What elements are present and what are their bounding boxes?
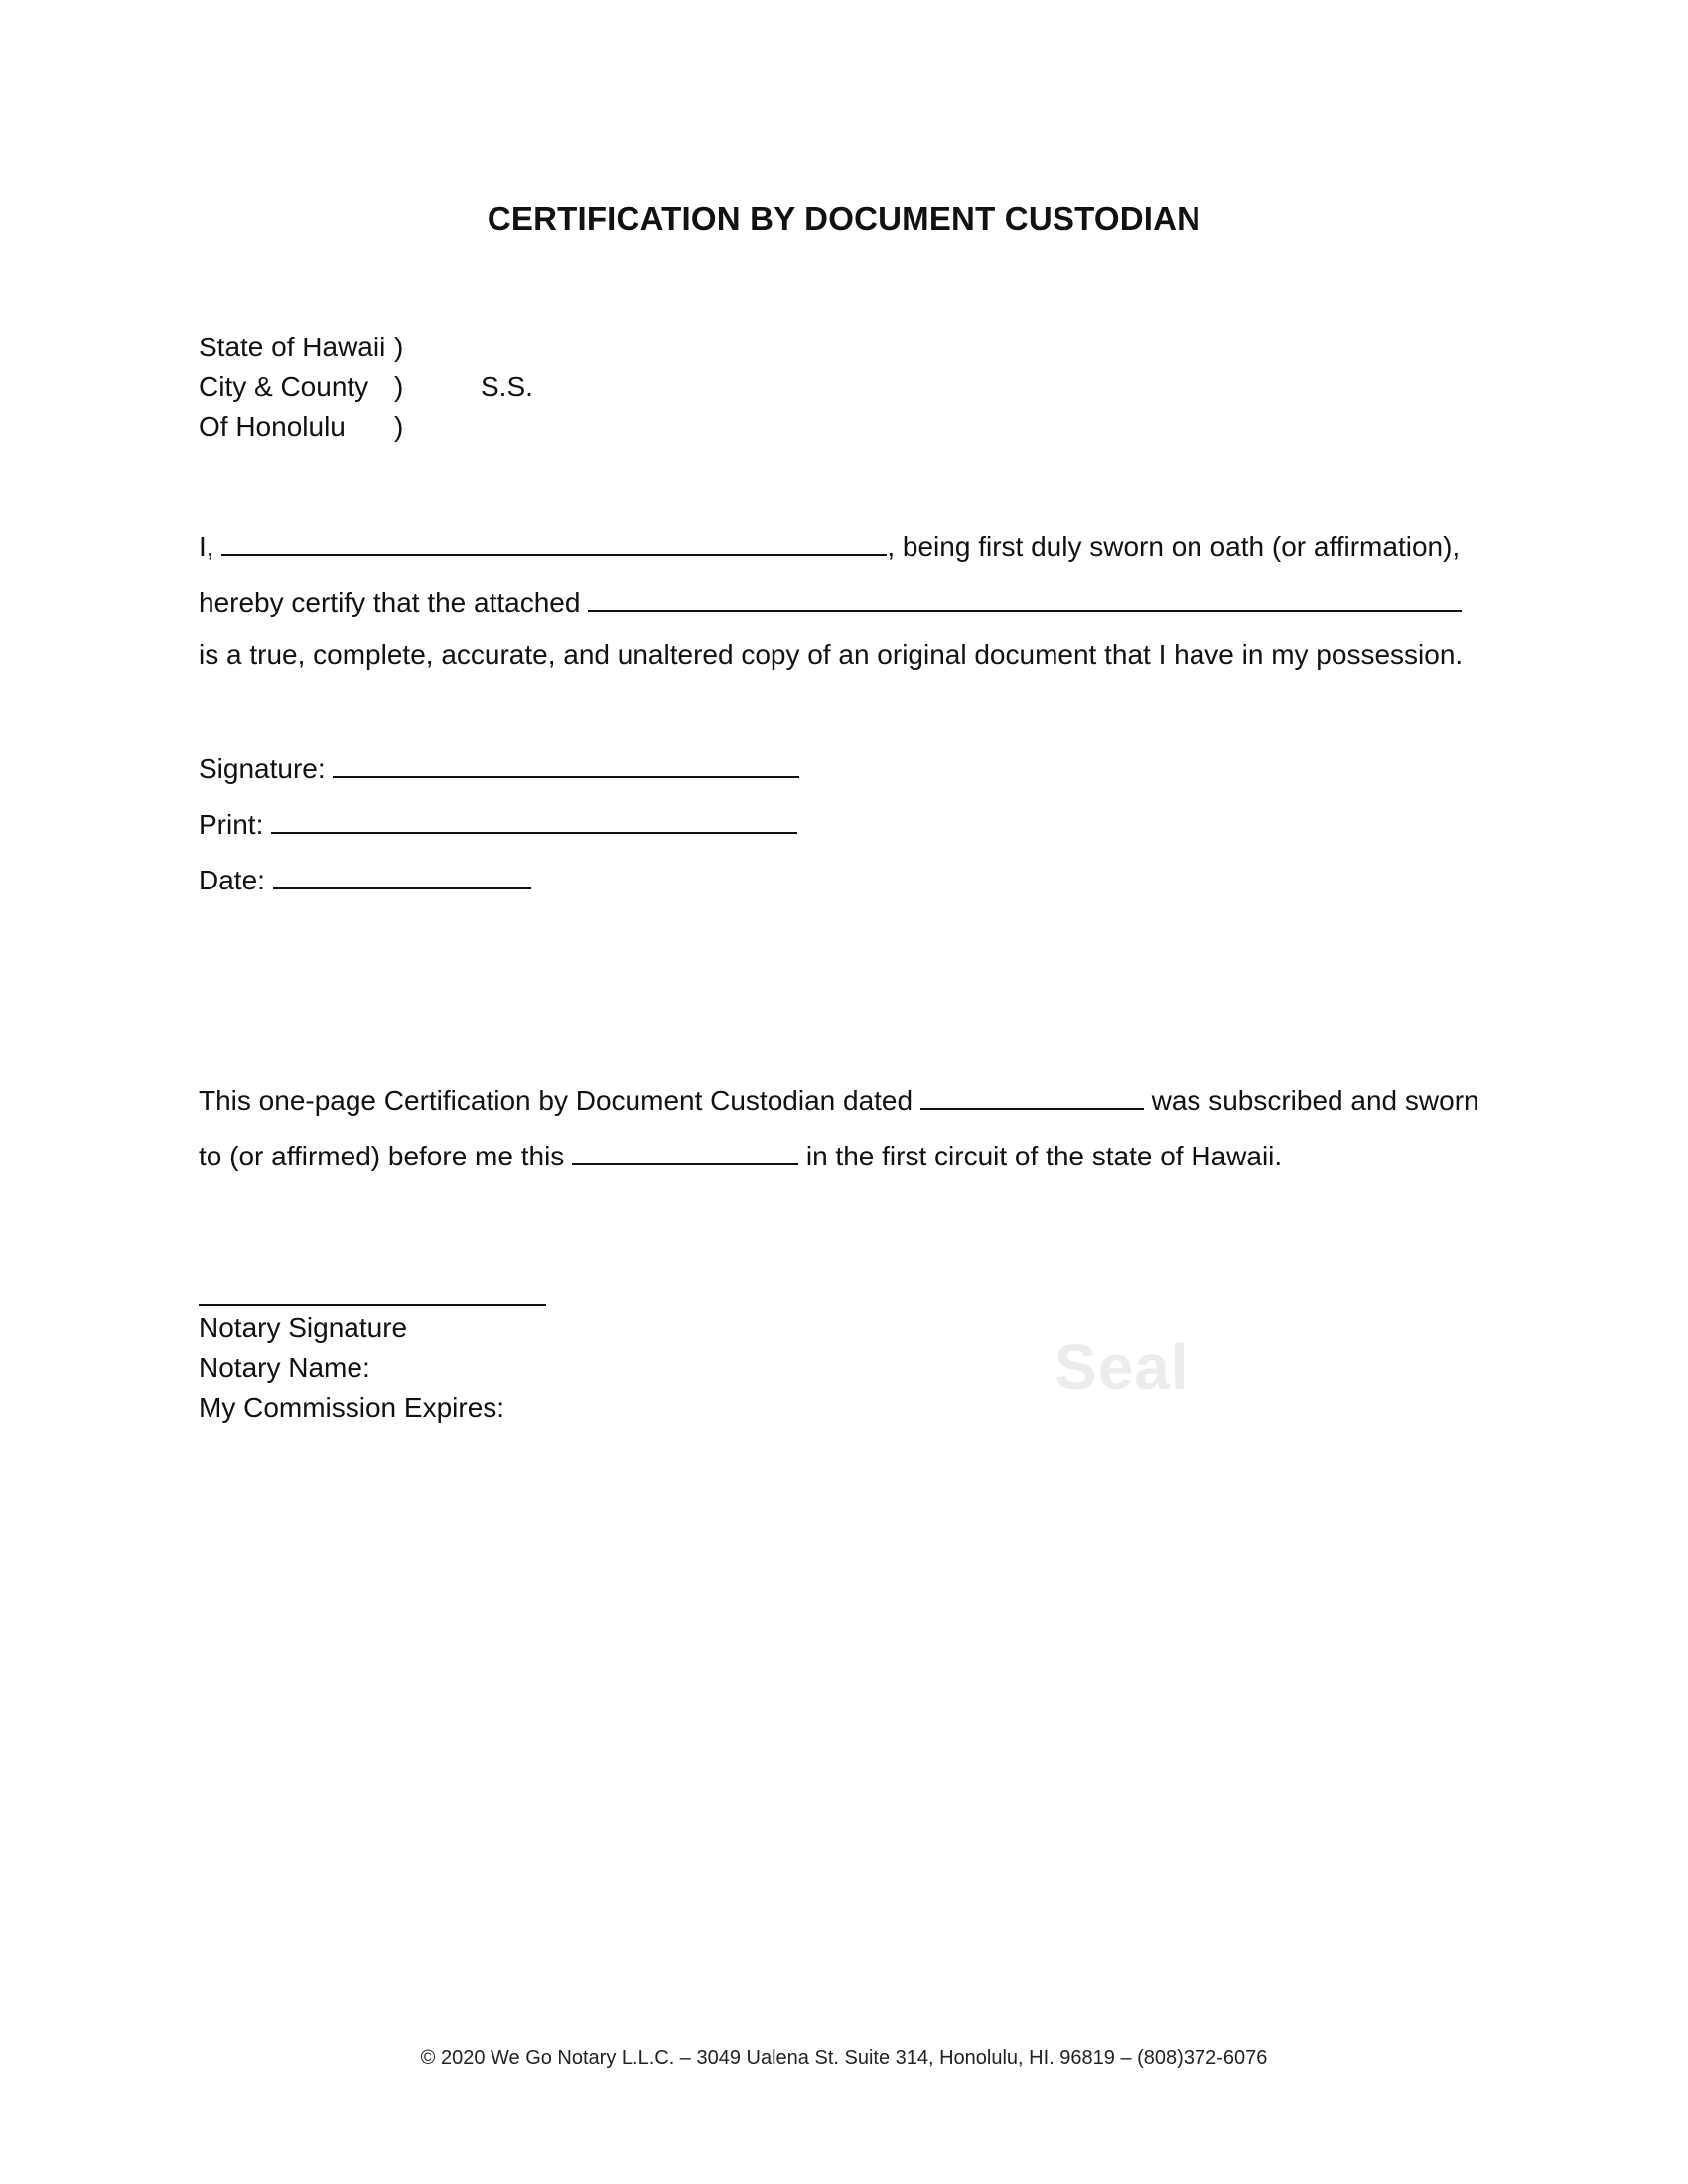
document-title: CERTIFICATION BY DOCUMENT CUSTODIAN bbox=[487, 201, 1201, 237]
signature-label: Signature: bbox=[199, 753, 326, 784]
jurat-line-2 bbox=[199, 1134, 1282, 1176]
certify-text: hereby certify that the attached bbox=[199, 587, 581, 617]
footer-copyright: © 2020 We Go Notary L.L.C. – 3049 Ualena St. Suite 314, Honolulu, HI. 96819 – (808)372-6076 bbox=[420, 2047, 1268, 2069]
date-label: Date: bbox=[199, 865, 265, 895]
notary-name-label: Notary Name: bbox=[199, 1352, 370, 1383]
venue-state-label: State of Hawaii bbox=[199, 332, 386, 362]
true-copy-text: is a true, complete, accurate, and unaltered copy of an original document that I have in my possession. bbox=[199, 639, 1464, 670]
notary-signature-line[interactable] bbox=[199, 1304, 546, 1306]
venue-paren: ) bbox=[394, 411, 404, 442]
jurat-line-1 bbox=[199, 1078, 1479, 1121]
venue-line-county bbox=[199, 407, 404, 447]
statement-line-1 bbox=[199, 524, 1460, 567]
venue-county-label: Of Honolulu bbox=[199, 411, 346, 442]
print-label: Print: bbox=[199, 809, 264, 840]
print-field bbox=[199, 802, 797, 845]
venue-line-city bbox=[199, 367, 533, 407]
commission-expires-label: My Commission Expires: bbox=[199, 1392, 505, 1423]
notary-block bbox=[199, 1308, 504, 1428]
jurat-date-blank[interactable] bbox=[920, 1078, 1144, 1110]
jurat-circuit-text: in the first circuit of the state of Hawaii. bbox=[805, 1141, 1283, 1171]
jurat-affirmed-text: to (or affirmed) before me this bbox=[199, 1141, 565, 1171]
venue-block bbox=[199, 328, 533, 447]
date-blank[interactable] bbox=[273, 858, 531, 889]
custodian-name-blank[interactable] bbox=[221, 524, 887, 556]
seal-watermark: Seal bbox=[1055, 1331, 1190, 1403]
venue-line-state bbox=[199, 328, 404, 367]
attached-document-blank[interactable] bbox=[588, 580, 1462, 612]
statement-oath-text: , being first duly sworn on oath (or affirmation), bbox=[887, 531, 1461, 562]
jurat-dated-text: This one-page Certification by Document Custodian dated bbox=[199, 1085, 914, 1116]
statement-line-2 bbox=[199, 580, 1462, 622]
venue-ss: S.S. bbox=[481, 371, 533, 402]
venue-paren: ) bbox=[394, 332, 404, 362]
jurat-day-blank[interactable] bbox=[572, 1134, 798, 1165]
venue-paren: ) bbox=[394, 371, 404, 402]
signature-blank[interactable] bbox=[333, 747, 799, 778]
statement-line-3 bbox=[199, 635, 1463, 675]
print-name-blank[interactable] bbox=[271, 802, 797, 834]
venue-city-label: City & County bbox=[199, 371, 369, 402]
notary-signature-label: Notary Signature bbox=[199, 1312, 408, 1343]
jurat-sworn-text: was subscribed and sworn bbox=[1151, 1085, 1479, 1116]
statement-prefix: I, bbox=[199, 531, 214, 562]
date-field bbox=[199, 858, 531, 900]
signature-field bbox=[199, 747, 799, 789]
